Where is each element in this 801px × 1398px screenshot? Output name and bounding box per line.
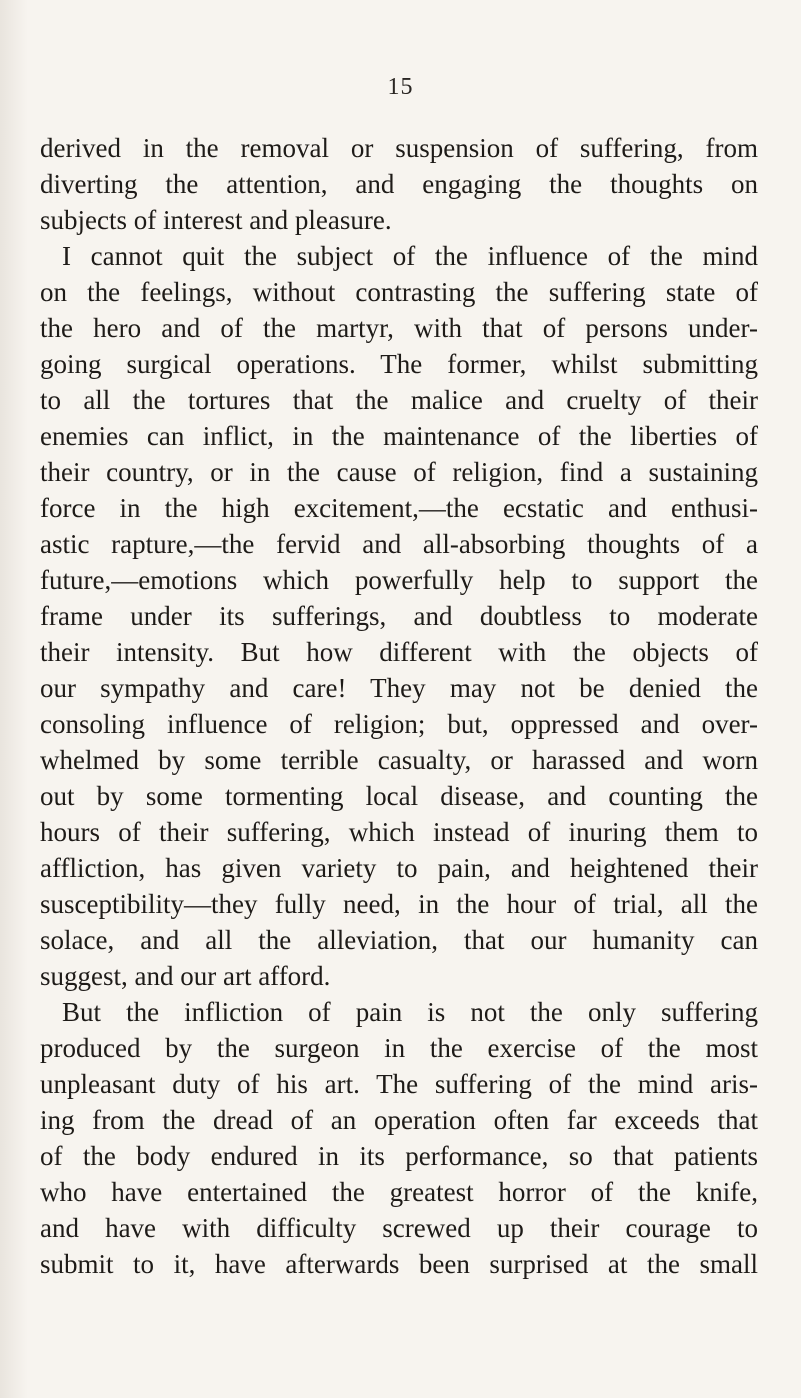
text-line: consoling influence of religion; but, oppressed and over- xyxy=(40,709,758,739)
text-line: subjects of interest and pleasure. xyxy=(40,205,392,235)
text-line: on the feelings, without contrasting the suffering state of xyxy=(40,277,758,307)
text-line: force in the high excitement,—the ecstatic and enthusi- xyxy=(40,493,758,523)
text-line: produced by the surgeon in the exercise of the most xyxy=(40,1033,758,1063)
text-line: the hero and of the martyr, with that of persons under- xyxy=(40,313,758,343)
text-line: astic rapture,—the fervid and all-absorbing thoughts of a xyxy=(40,529,758,559)
text-line: hours of their suffering, which instead of inuring them to xyxy=(40,817,758,847)
text-line: enemies can inflict, in the maintenance of the liberties of xyxy=(40,421,758,451)
text-line: whelmed by some terrible casualty, or harassed and worn xyxy=(40,745,758,775)
text-line: of the body endured in its performance, so that patients xyxy=(40,1141,758,1171)
text-line: But the infliction of pain is not the only suffering xyxy=(62,997,758,1027)
page-number: 15 xyxy=(387,74,414,100)
text-line: diverting the attention, and engaging the thoughts on xyxy=(40,169,758,199)
text-line: I cannot quit the subject of the influence of the mind xyxy=(62,241,758,271)
text-line: who have entertained the greatest horror of the knife, xyxy=(40,1177,758,1207)
text-line: frame under its sufferings, and doubtless to moderate xyxy=(40,601,758,631)
text-line: future,—emotions which powerfully help to support the xyxy=(40,565,758,595)
text-line: and have with difficulty screwed up their courage to xyxy=(40,1213,758,1243)
text-line: derived in the removal or suspension of suffering, from xyxy=(40,133,758,163)
text-line: their intensity. But how different with the objects of xyxy=(40,637,758,667)
text-line: affliction, has given variety to pain, and heightened their xyxy=(40,853,758,883)
text-line: out by some tormenting local disease, and counting the xyxy=(40,781,758,811)
text-line: to all the tortures that the malice and cruelty of their xyxy=(40,385,758,415)
body-text xyxy=(40,130,758,1282)
text-line: suggest, and our art afford. xyxy=(40,961,331,991)
text-line: unpleasant duty of his art. The suffering of the mind aris- xyxy=(40,1069,758,1099)
text-line: susceptibility—they fully need, in the hour of trial, all the xyxy=(40,889,758,919)
text-line: their country, or in the cause of religion, find a sustaining xyxy=(40,457,758,487)
text-line: submit to it, have afterwards been surprised at the small xyxy=(40,1249,758,1279)
text-line: ing from the dread of an operation often far exceeds that xyxy=(40,1105,758,1135)
text-line: going surgical operations. The former, whilst submitting xyxy=(40,349,758,379)
text-line: our sympathy and care! They may not be denied the xyxy=(40,673,758,703)
text-line: solace, and all the alleviation, that our humanity can xyxy=(40,925,758,955)
